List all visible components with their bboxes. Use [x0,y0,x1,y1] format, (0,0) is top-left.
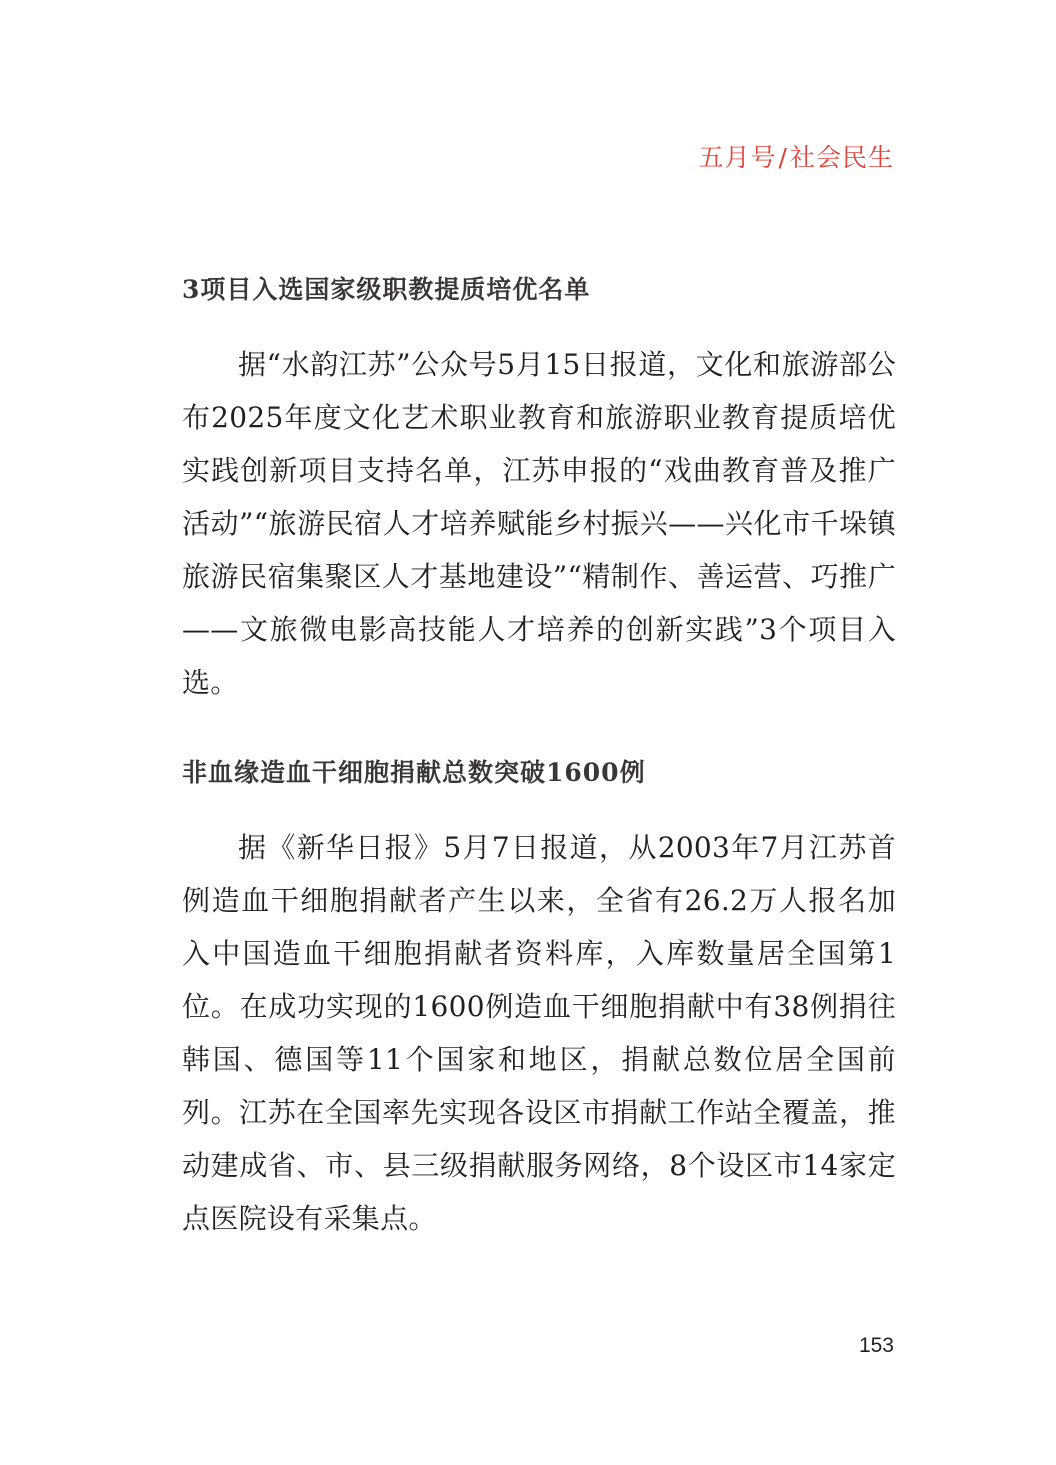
article-body: 据“水韵江苏”公众号5月15日报道，文化和旅游部公布2025年度文化艺术职业教育和旅游职业教育提质培优实践创新项目支持名单，江苏申报的“戏曲教育普及推广活动”“旅游民宿人才培养赋能乡村振兴——兴化市千垛镇旅游民宿集聚区人才基地建设”“精制作、善运营、巧推广——文旅微电影高技能人才培养的创新实践”3个项目入选。 [182,348,896,699]
article-headline: 3项目入选国家级职教提质培优名单 [182,275,591,304]
page-number: 153 [858,1334,894,1357]
issue-label: 五月号 [698,143,777,172]
article-headline: 非血缘造血干细胞捐献总数突破1600例 [182,758,646,787]
running-header [699,138,894,174]
article-vocational-education [182,270,896,709]
section-label: 社会民生 [789,143,894,172]
header-separator: / [778,143,788,172]
article-stem-cell-donation [182,753,896,1245]
article-body: 据《新华日报》5月7日报道，从2003年7月江苏首例造血干细胞捐献者产生以来，全省有26.2万人报名加入中国造血干细胞捐献者资料库，入库数量居全国第1位。在成功实现的1600例造血干细胞捐献中有38例捐往韩国、德国等11个国家和地区，捐献总数位居全国前列。江苏在全国率先实现各设区市捐献工作站全覆盖，推动建成省、市、县三级捐献服务网络，8个设区市14家定点医院设有采集点。 [182,831,896,1235]
